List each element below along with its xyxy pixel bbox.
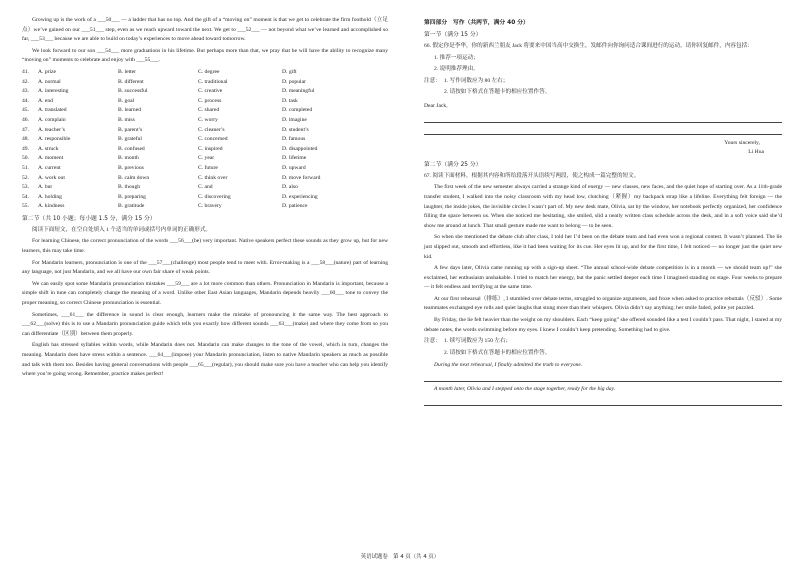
option-c: C. bravery [198, 203, 222, 210]
option-c: C. concerned [198, 136, 228, 143]
question-number: 45. [22, 107, 29, 114]
option-b: B. learned [118, 107, 141, 114]
question-number: 48. [22, 136, 29, 143]
option-b: B. month [118, 155, 139, 162]
option-c: C. shared [198, 107, 220, 114]
writing-line [424, 126, 782, 135]
writing-line [424, 397, 782, 406]
option-b: B. confused [118, 145, 145, 152]
option-b: B. successful [118, 88, 148, 95]
option-b: B. gratitude [118, 203, 145, 210]
option-d: D. famous [282, 136, 306, 143]
option-row [22, 116, 388, 126]
question-number: 47. [22, 126, 29, 133]
section2-title: 第二节（共 10 小题；每小题 1.5 分，满分 15 分） [22, 215, 156, 222]
question-number: 55. [22, 203, 29, 210]
option-a: A. holding [38, 193, 62, 200]
story-paragraph-1: The first week of the new semester always carried a strange kind of energy — new classes, new faces, and the quiet hope of starting over. As a 11th-grade transfer student, I walked into the noisy classroom with my head low, clutching（紧握）my backpack strap like a lifeline. Everything felt foreign — the laughter, the inside jokes, the invisible circles I wasn’t part of. My new desk mate, Olivia, sat by the window, her notebook perfectly organized, her confidence filling the space between us. When she noticed me hesitating, she smiled, slid a neatly written class schedule across the desk, and in a soft voice said she’d show me around at lunch. That small gesture made me want to belong — to be seen. [424, 184, 782, 229]
option-row [22, 202, 388, 212]
option-a: A. interesting [38, 88, 69, 95]
option-d: D. student’s [282, 126, 309, 133]
option-d: D. lifetime [282, 155, 307, 162]
question-number: 53. [22, 184, 29, 191]
option-d: D. imagine [282, 116, 307, 123]
option-b: B. calm down [118, 174, 150, 181]
option-c: C. discovering [198, 193, 231, 200]
passage-paragraph-2: For Mandarin learners, pronunciation is one of the ___57___(challenge) most people tend to meet with. Error-making is a ___58___(nature) part of learning any language, not just Mandarin, and we all have our own fair share of weak points. [22, 259, 388, 276]
paragraph-starter-1: During the next rehearsal, I finally admitted the truth to everyone. [434, 362, 583, 369]
option-d: D. gift [282, 68, 297, 75]
option-a: A. work out [38, 174, 65, 181]
option-c: C. worry [198, 116, 218, 123]
option-b: B. though [118, 184, 141, 191]
options-table [22, 68, 388, 212]
option-c: C. degree [198, 68, 220, 75]
option-b: B. different [118, 78, 144, 85]
option-a: A. but [38, 184, 52, 191]
writing-line [424, 373, 782, 382]
story-paragraph-5: By Friday, the lie felt heavier than the weight on my shoulders. Each “keep going” she offered sounded like a test I couldn’t pass. That night, I stared at my debate notes, the words swimming before my eyes. I knew I couldn’t keep pretending. Something had to give. [424, 317, 782, 333]
passage-paragraph-5: English has stressed syllables within words, while Mandarin does not. Mandarin can make changes to the tone of the vowel, which in turn, changes the meaning. Mandarin does have stress within a sentence. ___64___(impose) your Mandarin pronunciation, listen to native Mandarin speakers as much as possible and talk with them too. Besides having general conversations with people ___65___(regular), you should make sure you have a teacher who can help you identify where you’re going wrong. Remember, practice makes perfect! [22, 342, 388, 378]
option-a: A. end [38, 97, 53, 104]
option-d: D. upward [282, 164, 306, 171]
paragraph-starter-2: A month later, Olivia and I stepped onto the stage together, ready for the big day. [434, 386, 616, 393]
option-a: A. complain [38, 116, 66, 123]
passage-paragraph-1: For learning Chinese, the correct pronunciation of the words ___56___(be) very important. Native speakers perfect these sounds as they grow up, but for new learners, this may take time. [22, 238, 388, 255]
option-c: C. year [198, 155, 215, 162]
option-d: D. experiencing [282, 193, 318, 200]
letter-greeting: Dear Jack, [424, 102, 448, 109]
story-paragraph-4: At our first rehearsal（排练）, I stumbled over debate terms, struggled to organize arguments, and froze when asked to practice rebuttals（反驳）. Some teammates exchanged eye rolls and quiet laughs that stung more than their whispers. Olivia didn’t say anything; her smile faded, polite yet puzzled. [424, 295, 782, 312]
option-a: A. struck [38, 145, 59, 152]
option-row [22, 97, 388, 107]
question-number: 44. [22, 97, 29, 104]
option-a: A. kindness [38, 203, 65, 210]
question-66: 66. 假定你是李华，你的新西兰朋友 Jack 将要来中国当高中交换生，发邮件向你询问适合课间进行的运动，请你回复邮件，内容包括： [424, 43, 753, 49]
question-number: 54. [22, 193, 29, 200]
left-column [22, 16, 388, 382]
q66-note-label: 注意： [424, 77, 441, 84]
option-d: D. popular [282, 78, 306, 85]
option-a: A. responsible [38, 136, 71, 143]
option-b: B. grateful [118, 136, 142, 143]
option-d: D. move forward [282, 174, 321, 181]
question-number: 50. [22, 155, 29, 162]
option-a: A. translated [38, 107, 67, 114]
question-number: 43. [22, 88, 29, 95]
option-d: D. meaningful [282, 88, 315, 95]
option-row [22, 183, 388, 193]
option-c: C. future [198, 164, 218, 171]
option-row [22, 106, 388, 116]
q66-point-2: 2. 说明推荐理由。 [434, 66, 479, 73]
right-column [424, 16, 782, 409]
option-row [22, 145, 388, 155]
option-d: D. completed [282, 107, 313, 114]
cloze-paragraph-2: We look forward to our son ___54___ more graduations in his lifetime. But perhaps more than that, we pray that he will have the ability to recognize many “moving on” moments to celebrate and enjoy with ___55___. [22, 47, 388, 64]
option-c: C. creative [198, 88, 223, 95]
q66-note-2: 2. 请按如下格式在答题卡的相应位置作答。 [444, 89, 551, 96]
option-row [22, 78, 388, 88]
question-number: 51. [22, 164, 29, 171]
option-row [22, 68, 388, 78]
option-c: C. traditional [198, 78, 228, 85]
option-b: B. miss [118, 116, 135, 123]
option-a: A. prize [38, 68, 57, 75]
option-d: D. task [282, 97, 298, 104]
cloze-paragraph-1: Growing up is the work of a ___50___ — a ladder that has no top. And the gift of a “moving on” moment is that we get to celebrate the firm foothold（立足点）we’ve gained on our ___51___ step, even as we reach upward toward the next. We get to ___52___ — not beyond what we’ve learned and accomplished so far, ___53___ because we are able to build on today’s experiences to move ahead toward tomorrow. [22, 17, 388, 43]
story-paragraph-2: So when she mentioned the debate club after class, I told her I’d been on the debate team and had even won a regional contest. It wasn’t planned. The lie just slipped out, smooth and effortless, like it had been waiting for its cue. Her eyes lit up, and for the first time, I felt noticed — no longer just the quiet new kid. [424, 234, 782, 260]
option-a: A. moment [38, 155, 64, 162]
option-row [22, 126, 388, 136]
sign-off: Yours sincerely, [724, 139, 760, 146]
section2-title-right: 第二节（满分 25 分） [424, 161, 482, 168]
q67-notes [424, 337, 782, 347]
option-row [22, 135, 388, 145]
option-a: A. normal [38, 78, 61, 85]
q67-note-1: 1. 续写词数应为 150 左右； [444, 338, 512, 345]
q66-point-1: 1. 推荐一项运动； [434, 54, 479, 61]
option-row [22, 87, 388, 97]
q66-note-1: 1. 写作词数应为 80 左右； [444, 77, 509, 84]
q67-note-label: 注意： [424, 338, 441, 345]
option-a: A. teacher’s [38, 126, 65, 133]
q66-notes [424, 77, 782, 87]
option-c: C. inspired [198, 145, 223, 152]
question-67: 67. 阅读下面材料，根据其内容和所给段落开头语续写两段，使之构成一篇完整的短文。 [424, 172, 640, 179]
question-number: 46. [22, 116, 29, 123]
q67-note-2: 2. 请按如下格式在答题卡的相应位置作答。 [444, 349, 551, 356]
option-b: B. goal [118, 97, 135, 104]
question-number: 49. [22, 145, 29, 152]
option-c: C. and [198, 184, 213, 191]
option-a: A. current [38, 164, 61, 171]
option-c: C. process [198, 97, 222, 104]
option-d: D. patience [282, 203, 308, 210]
option-row [22, 174, 388, 184]
option-d: D. disappointed [282, 145, 318, 152]
option-row [22, 193, 388, 203]
passage-paragraph-3: We can easily spot some Mandarin pronunciation mistakes ___59___ are a lot more common than others. Pronunciation in Mandarin is important, because a simple shift in tune can completely change the meaning of a word. Unlike other East Asian languages, Mandarin depends heavily ___60___ tone to convey the proper meaning, so correct Chinese pronunciation is essential. [22, 280, 388, 307]
page-footer: 英语试题卷 第 4 页（共 4 页） [360, 554, 440, 560]
question-number: 42. [22, 78, 29, 85]
part4-title: 第四部分 写作（共两节，满分 40 分） [424, 20, 529, 26]
question-number: 52. [22, 174, 29, 181]
section2-instruction: 阅读下面短文，在空白处填入 1 个适当的单词或括号内单词的正确形式。 [32, 226, 212, 233]
question-number: 41. [22, 68, 29, 75]
option-c: C. think over [198, 174, 228, 181]
option-c: C. cleaner’s [198, 126, 225, 133]
option-row [22, 164, 388, 174]
option-row [22, 154, 388, 164]
option-b: B. previous [118, 164, 144, 171]
option-b: B. preparing [118, 193, 146, 200]
option-d: D. also [282, 184, 298, 191]
option-b: B. parent’s [118, 126, 143, 133]
passage-paragraph-4: Sometimes, ___61___ the difference in sound is clear enough, learners make the mistake of pronouncing it the same way. The best approach to ___62___(solve) this is to use a Mandarin pronunciation guide which tells you exactly how different sounds ___63___(make) and where they come from so you can differentiate（区别）between them properly. [22, 311, 388, 337]
writing-line [424, 114, 782, 123]
option-b: B. letter [118, 68, 137, 75]
signer-name: Li Hua [748, 149, 764, 156]
story-paragraph-3: A few days later, Olivia came running up with a sign-up sheet. “The annual school-wide debate competition is in a month — we should team up!” she exclaimed, her enthusiasm unshakable. I tried to match her energy, but the panic settled deeper each time I imagined standing on stage. Four weeks to prepare — it felt endless and terrifying at the same time. [424, 265, 782, 291]
section1-title: 第一节（满分 15 分） [424, 32, 482, 38]
